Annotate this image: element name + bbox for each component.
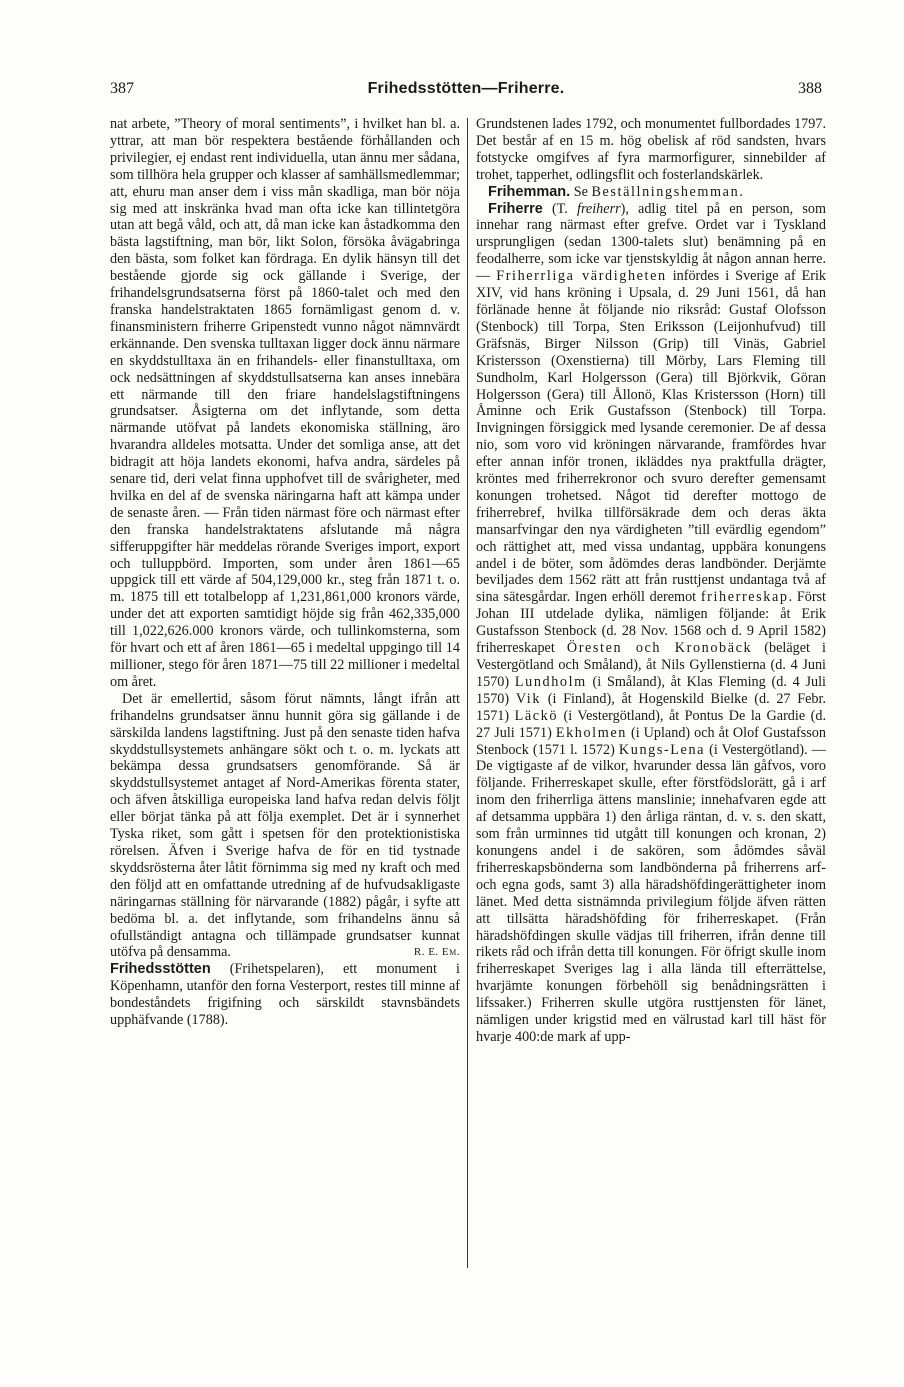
entry-headword: Friherre	[488, 200, 543, 217]
paragraph-text: Det är emellertid, såsom förut nämnts, långt ifrån att frihandelns grundsatser ännu hunnit göra sig gällande i de särskilda landens lagstiftning. Just på den senaste tiden hafva skyddstullsystemets anhängare sökt och t. o. m. lyckats att bekämpa dessa grundsatsers genomförande. Så är skyddstullsystemet antaget af Nord-Amerikas förenta stater, och äfven åtskilliga europeiska land hafva redan delvis följt eller börjat tänka på att följa exemplet. Det är i synnerhet Tyska riket, som gått i spetsen för den protektionistiska rörelsen. Äfven i Sverige hafva de för en tid tystnade skyddsrösterna åter låtit förnimma sig med ny kraft och med den följd att en omfattande utredning af de hufvudsakligaste näringarnas ställning för närvarande (1882) pågår, i syfte att bedöma bl. a. det inflytande, som frihandelns ännu så ofullständigt antagna och tillämpade grundsatser kunnat utöfva på densamma.	[110, 690, 460, 961]
entry-headword: Frihedsstötten	[110, 961, 211, 978]
spaced-term: Lundholm	[514, 673, 587, 690]
running-title: Frihedsstötten—Friherre.	[367, 80, 565, 97]
spaced-term: Läckö	[514, 707, 559, 724]
spaced-term: Vik	[515, 690, 542, 707]
entry-text: Se	[570, 183, 592, 200]
paragraph: nat arbete, ”Theory of moral sentiments”, i hvilket han bl. a. yttrar, att man bör respektera bestående förhållanden och privilegier, ej endast rent individuella, utan ännu mer sådana, som tillhöra hela grupper och klasser af samhällsmedlemmar; att, ehuru man anser dem i viss mån skadliga, man bör nöja sig med att inskränka hvad man ofta icke kan tillintetgöra utan att begå våld, och att, då man icke kan åstadkomma den bästa lagstiftning, man bör, likt Solon, försöka åvägabringa den bästa, som folket kan fördraga. En dylik hänsyn till det bestående gjorde sig ock gällande i Sverige, der frihandelsgrundsatserna först på 1860-talet och med den franska handelstraktaten 1865 fornämligast genom d. v. finansministern friherre Gripenstedt vunno något nämnvärdt erkännande. Den svenska tulltaxan ligger dock ännu närmare en skyddstulltaxa än en frihandels- eller finanstulltaxa, om ock nedsättningen af skyddstullsatserna kan anses innebära ett närmande till den friare handelslagstiftningens grundsatser. Åsigterna om det inflytande, som detta närmande utöfvat på landets ekonomiska ställning, äro hvarandra alldeles motsatta. Under det somliga anse, att det bidragit att höja landets ekonomi, hafva andra, särdeles på senare tid, deri velat finna upphofvet till de svårigheter, med hvilka en del af de svenska näringarna haft att kämpa under de senaste åren. — Från tiden närmast före och närmast efter den franska handelstraktatens afslutande må några sifferuppgifter här meddelas rörande Sveriges import, export och tulluppbörd. Importen, som under åren 1861—65 uppgick till ett värde af 504,129,000 kr., steg från 1871 t. o. m. 1875 till ett totalbelopp af 1,231,861,000 kronors värde, under det att exporten samtidigt höjde sig från 462,335,000 till 1,022,626.000 kronors värde, och tullinkomsterna, som för hvart och ett af åren 1861—65 i medeltal uppgingo till 14 millioner, stego för åren 1871—75 till 22 millioner i medeltal om året.	[110, 116, 460, 690]
spaced-term: friherreskap	[700, 589, 789, 606]
left-column	[110, 116, 460, 1029]
entry-text: (i Vestergötland). — De vigtigaste af de vilkor, hvarunder dessa län gåfvos, voro följande. Friherreskapet skulle, efter förstfödslorätt, gå i arf inom den friherrliga ättens manslinie; innehafvaren egde att af detsamma uppbära 1) den årliga räntan, d. v. s. den skatt, som från urminnes tid utgått till konungen och kronan, 2) konungens andel i de sakören, som ådömdes såväl friherreskapsbönderna som landbönderna på friherrens arf- och egna gods, samt 3) alla häradshöfdingerättigheter inom länet. Med detta sistnämnda privilegium följde äfven rätten att tillsätta häradshöfding för friherreskapet. (Från häradshöfdingen skulle vädjas till friherren, ifrån denne till rikets råd och ifrån detta till konungen. För öfrigt skulle inom friherreskapet Sveriges lag i alla lända till efterrättelse, hvarjämte konungen förbehöll sig benådningsrätten i lifssaker.) Friherren skulle utgöra rusttjensten för länet, nämligen under krigstid med en välrustad karl till häst för hvarje 400:de mark af upp-	[476, 741, 826, 1045]
entry-headword: Frihemman.	[488, 183, 571, 200]
entry-text: . Först Johan III utdelade dylika, nämligen följande: åt Erik Gustafsson Stenbock (d. 28 Nov. 1568 och d. 9 April 1582) friherreskapet	[476, 589, 827, 657]
paragraph	[110, 691, 460, 962]
column-divider	[467, 118, 468, 1268]
entry-text: (Frihetspelaren), ett monument i Köpenhamn, utanför den forna Vesterport, restes till minne af bondeståndets frigifning och särskildt stavnsbändets upphäfvande (1788).	[110, 961, 460, 1029]
entry-text: infördes i Sverige af Erik XIV, vid hans kröning i Upsala, d. 29 Juni 1561, då han förlänade henne åt följande nio riksråd: Gustaf Olofsson (Stenbock) till Torpa, Sten Eriksson (Leijonhufvud) till Gräfsnäs, Birger Nilsson (Grip) till Vinäs, Gabriel Kristersson (Oxenstierna) till Mörby, Lars Fleming till Sundholm, Karl Holgersson (Gera) till Björkvik, Göran Holgersson (Gera) till Ållonö, Klas Kristersson (Horn) till Åminne och Erik Gustafsson (Stenbock) till Torpa. Invigningen försiggick med lysande ceremonier. De af dessa nio, som voro vid kröningen närvarande, framfördes hvar efter annan inför tronen, ikläddes nya praktfulla drägter, kröntes med friherrekronor och svuro derefter gemensamt konungen trohetsed. Något tid derefter mottogo de friherrebref, hvilka tillförsäkrade dem och deras äkta mansarfvingar den nya värdigheten ”till evärdlig egendom” och rättighet att, med vissa undantag, uppbära konungens andel i de böter, som ådömdes deras landbönder. Derjämte beviljades dem 1562 rätt att från rusttjenst undantaga två af sina sätesgårdar. Ingen erhöll deremot	[476, 268, 827, 606]
page-header	[110, 80, 822, 104]
cross-reference: Beställningshemman	[591, 183, 740, 200]
entry-text: (T.	[542, 200, 577, 217]
entry-italic: freiherr	[577, 200, 621, 217]
entry-text: (i Upland) och åt Olof Gustafsson Stenbock (1571 l. 1572)	[476, 724, 826, 758]
dictionary-entry	[476, 201, 826, 1046]
author-signature: R. E. Em.	[413, 946, 460, 959]
page-number-right: 388	[798, 80, 822, 97]
dictionary-entry	[476, 184, 826, 201]
page-number-left: 387	[110, 80, 134, 97]
spaced-term: Ekholmen	[555, 724, 627, 741]
entry-text: .	[739, 183, 743, 200]
spaced-term: Öresten och Kronobäck	[566, 640, 753, 657]
dictionary-entry	[110, 961, 460, 1029]
entry-text: (i Vestergötland), åt Pontus De la Gardie (d. 27 Juli 1571)	[476, 707, 826, 741]
paragraph: Grundstenen lades 1792, och monumentet fullbordades 1797. Det består af en 15 m. hög obelisk af röd sandsten, hvars fotstycke omgifves af fyra marmorfigurer, sinnebilder af trohet, tapperhet, odlingsflit och fosterlandskärlek.	[476, 116, 826, 183]
spaced-term: Kungs-Lena	[618, 741, 706, 758]
entry-text: (i Finland), åt Hogenskild Bielke (d. 27 Febr. 1571)	[476, 690, 826, 724]
entry-text: (beläget i Vestergötland och Småland), åt Nils Gyllenstierna (d. 4 Juni 1570)	[476, 640, 826, 690]
spaced-term: Friherrliga värdigheten	[496, 268, 667, 285]
entry-text: (i Småland), åt Klas Fleming (d. 4 Juli 1570)	[476, 673, 826, 707]
right-column	[476, 116, 826, 1046]
entry-text: ), adlig titel på en person, som innehar rang närmast efter grefve. Ordet var i Tyskland ursprungligen (sedan 1300-talets slut) benämning på en feodalherre, som icke var tjenstskyldig åt någon annan herre. —	[476, 200, 826, 285]
